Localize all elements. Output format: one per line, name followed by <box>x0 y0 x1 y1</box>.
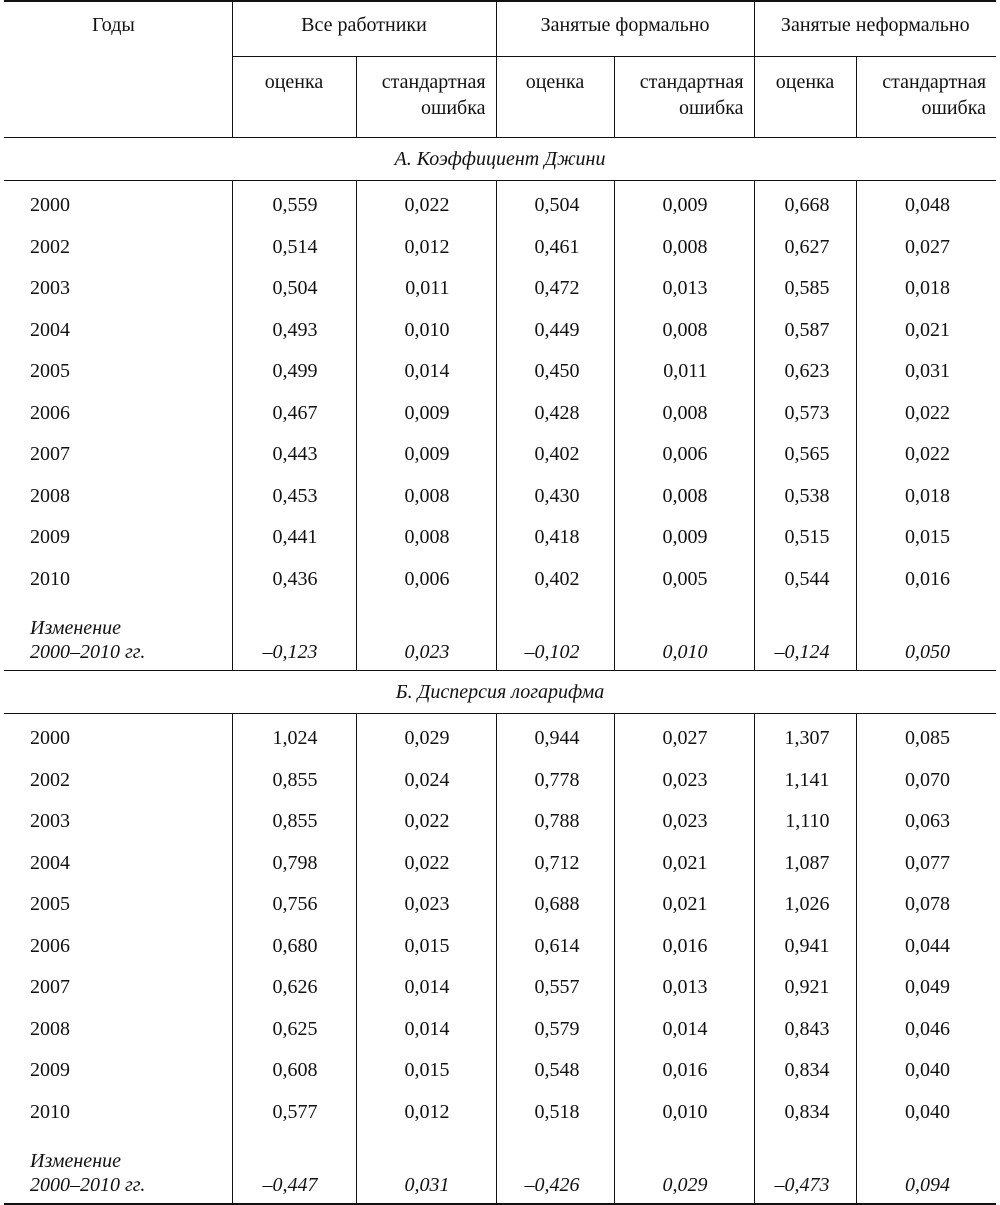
formal-estimate-cell: 0,778 <box>496 760 614 802</box>
all-std-error-cell: 0,022 <box>356 801 496 843</box>
group-header-all-workers: Все работники <box>232 1 496 57</box>
inequality-table <box>4 0 996 1205</box>
all-std-error-cell: 0,024 <box>356 760 496 802</box>
all-estimate-cell: 0,499 <box>232 351 356 393</box>
table-row <box>4 843 996 885</box>
formal-estimate-cell: 0,472 <box>496 268 614 310</box>
change-label-line2: 2000–2010 гг. <box>30 1174 146 1196</box>
std-error-header-line2: ошибка <box>678 97 744 119</box>
change-informal-std-error-cell: 0,050 <box>905 641 951 663</box>
formal-std-error-cell: 0,027 <box>614 714 754 760</box>
change-all-estimate-cell: –0,123 <box>232 600 356 671</box>
formal-estimate-cell: 0,579 <box>496 1009 614 1051</box>
change-formal-estimate-cell: –0,426 <box>496 1133 614 1204</box>
table-body <box>4 138 996 1205</box>
all-estimate-cell: 0,577 <box>232 1092 356 1134</box>
informal-std-error-cell: 0,046 <box>905 1017 951 1040</box>
informal-std-error-cell: 0,040 <box>905 1100 951 1123</box>
informal-estimate-cell: 1,087 <box>754 843 856 885</box>
table-row <box>4 559 996 601</box>
group-header-informal: Занятые неформально <box>754 1 996 57</box>
all-estimate-cell: 1,024 <box>232 714 356 760</box>
years-header: Годы <box>4 1 232 138</box>
formal-estimate-cell: 0,518 <box>496 1092 614 1134</box>
table-row <box>4 393 996 435</box>
year-cell: 2005 <box>4 351 232 393</box>
all-std-error-cell: 0,008 <box>356 517 496 559</box>
informal-estimate-cell: 0,834 <box>754 1092 856 1134</box>
year-cell: 2005 <box>4 884 232 926</box>
all-estimate-cell: 0,453 <box>232 476 356 518</box>
all-std-error-cell: 0,010 <box>356 310 496 352</box>
change-all-std-error-cell: 0,023 <box>356 600 496 671</box>
informal-estimate-cell: 1,141 <box>754 760 856 802</box>
informal-estimate-cell: 1,110 <box>754 801 856 843</box>
formal-estimate-cell: 0,504 <box>496 181 614 227</box>
table-row <box>4 268 996 310</box>
informal-std-error-cell: 0,021 <box>905 318 951 341</box>
formal-estimate-cell: 0,712 <box>496 843 614 885</box>
informal-std-error-cell: 0,018 <box>905 484 951 507</box>
informal-estimate-cell: 0,623 <box>754 351 856 393</box>
all-std-error-cell: 0,015 <box>356 1050 496 1092</box>
informal-estimate-cell: 0,585 <box>754 268 856 310</box>
change-formal-std-error-cell: 0,010 <box>614 600 754 671</box>
section-title: А. Коэффициент Джини <box>4 138 996 181</box>
formal-estimate-cell: 0,402 <box>496 434 614 476</box>
std-error-header-line1: стандартная <box>639 71 744 93</box>
formal-estimate-cell: 0,428 <box>496 393 614 435</box>
table-row <box>4 517 996 559</box>
all-estimate-cell: 0,467 <box>232 393 356 435</box>
formal-std-error-cell: 0,005 <box>614 559 754 601</box>
change-informal-estimate-cell: –0,124 <box>754 600 856 671</box>
all-estimate-cell: 0,493 <box>232 310 356 352</box>
all-estimate-cell: 0,559 <box>232 181 356 227</box>
formal-std-error-cell: 0,010 <box>614 1092 754 1134</box>
year-cell: 2009 <box>4 1050 232 1092</box>
formal-estimate-cell: 0,557 <box>496 967 614 1009</box>
table-row <box>4 1050 996 1092</box>
std-error-header-line2: ошибка <box>921 97 987 119</box>
all-std-error-cell: 0,015 <box>356 926 496 968</box>
formal-std-error-cell: 0,023 <box>614 801 754 843</box>
table-row <box>4 434 996 476</box>
std-error-header <box>356 57 496 138</box>
informal-std-error-cell: 0,078 <box>905 893 951 916</box>
year-cell: 2004 <box>4 843 232 885</box>
year-cell: 2010 <box>4 1092 232 1134</box>
table-row <box>4 884 996 926</box>
all-std-error-cell: 0,009 <box>356 393 496 435</box>
all-std-error-cell: 0,014 <box>356 1009 496 1051</box>
informal-estimate-cell: 0,538 <box>754 476 856 518</box>
formal-std-error-cell: 0,009 <box>614 517 754 559</box>
informal-estimate-cell: 0,941 <box>754 926 856 968</box>
informal-std-error-cell: 0,027 <box>905 235 951 258</box>
all-std-error-cell: 0,022 <box>356 181 496 227</box>
informal-estimate-cell: 0,587 <box>754 310 856 352</box>
change-label-line2: 2000–2010 гг. <box>30 641 146 663</box>
formal-estimate-cell: 0,450 <box>496 351 614 393</box>
change-informal-estimate-cell: –0,473 <box>754 1133 856 1204</box>
year-cell: 2002 <box>4 227 232 269</box>
formal-estimate-cell: 0,430 <box>496 476 614 518</box>
change-label <box>4 1133 232 1204</box>
informal-estimate-cell: 0,921 <box>754 967 856 1009</box>
table-row <box>4 801 996 843</box>
year-cell: 2008 <box>4 1009 232 1051</box>
table-row <box>4 351 996 393</box>
all-estimate-cell: 0,443 <box>232 434 356 476</box>
informal-std-error-cell: 0,085 <box>905 727 951 750</box>
informal-std-error-cell: 0,022 <box>905 401 951 424</box>
formal-estimate-cell: 0,402 <box>496 559 614 601</box>
all-std-error-cell: 0,009 <box>356 434 496 476</box>
formal-std-error-cell: 0,009 <box>614 181 754 227</box>
all-estimate-cell: 0,798 <box>232 843 356 885</box>
change-label-line1: Изменение <box>30 617 121 639</box>
all-std-error-cell: 0,012 <box>356 1092 496 1134</box>
all-std-error-cell: 0,011 <box>356 268 496 310</box>
informal-estimate-cell: 0,668 <box>754 181 856 227</box>
informal-std-error-cell: 0,031 <box>905 360 951 383</box>
informal-std-error-cell: 0,063 <box>905 810 951 833</box>
formal-std-error-cell: 0,021 <box>614 884 754 926</box>
table-row <box>4 760 996 802</box>
informal-std-error-cell: 0,049 <box>905 976 951 999</box>
informal-std-error-cell: 0,044 <box>905 934 951 957</box>
year-cell: 2007 <box>4 434 232 476</box>
table-row <box>4 1009 996 1051</box>
year-cell: 2010 <box>4 559 232 601</box>
formal-std-error-cell: 0,021 <box>614 843 754 885</box>
table-row <box>4 227 996 269</box>
formal-std-error-cell: 0,013 <box>614 967 754 1009</box>
all-std-error-cell: 0,022 <box>356 843 496 885</box>
year-cell: 2006 <box>4 393 232 435</box>
all-estimate-cell: 0,625 <box>232 1009 356 1051</box>
informal-std-error-cell: 0,018 <box>905 277 951 300</box>
change-label-line1: Изменение <box>30 1150 121 1172</box>
all-std-error-cell: 0,014 <box>356 351 496 393</box>
all-estimate-cell: 0,504 <box>232 268 356 310</box>
all-estimate-cell: 0,855 <box>232 801 356 843</box>
change-label <box>4 600 232 671</box>
informal-std-error-cell: 0,048 <box>905 194 951 217</box>
table-row <box>4 1092 996 1134</box>
change-row <box>4 600 996 671</box>
formal-std-error-cell: 0,014 <box>614 1009 754 1051</box>
formal-std-error-cell: 0,008 <box>614 310 754 352</box>
group-header-formal: Занятые формально <box>496 1 754 57</box>
year-cell: 2000 <box>4 181 232 227</box>
formal-estimate-cell: 0,548 <box>496 1050 614 1092</box>
std-error-header-line1: стандартная <box>381 71 486 93</box>
formal-std-error-cell: 0,008 <box>614 476 754 518</box>
formal-std-error-cell: 0,016 <box>614 926 754 968</box>
informal-estimate-cell: 1,026 <box>754 884 856 926</box>
all-std-error-cell: 0,006 <box>356 559 496 601</box>
informal-estimate-cell: 0,565 <box>754 434 856 476</box>
all-std-error-cell: 0,023 <box>356 884 496 926</box>
table-row <box>4 181 996 227</box>
section-title-row <box>4 138 996 181</box>
formal-estimate-cell: 0,461 <box>496 227 614 269</box>
all-std-error-cell: 0,012 <box>356 227 496 269</box>
formal-estimate-cell: 0,418 <box>496 517 614 559</box>
year-cell: 2009 <box>4 517 232 559</box>
change-row <box>4 1133 996 1204</box>
year-cell: 2000 <box>4 714 232 760</box>
table-row <box>4 310 996 352</box>
informal-estimate-cell: 0,627 <box>754 227 856 269</box>
estimate-header: оценка <box>754 57 856 138</box>
formal-estimate-cell: 0,614 <box>496 926 614 968</box>
change-all-estimate-cell: –0,447 <box>232 1133 356 1204</box>
year-cell: 2007 <box>4 967 232 1009</box>
year-cell: 2003 <box>4 801 232 843</box>
year-cell: 2004 <box>4 310 232 352</box>
year-cell: 2008 <box>4 476 232 518</box>
formal-std-error-cell: 0,008 <box>614 227 754 269</box>
all-estimate-cell: 0,855 <box>232 760 356 802</box>
informal-estimate-cell: 0,834 <box>754 1050 856 1092</box>
table-row <box>4 926 996 968</box>
formal-estimate-cell: 0,944 <box>496 714 614 760</box>
all-estimate-cell: 0,514 <box>232 227 356 269</box>
formal-std-error-cell: 0,016 <box>614 1050 754 1092</box>
table-row <box>4 967 996 1009</box>
section-title: Б. Дисперсия логарифма <box>4 671 996 714</box>
informal-estimate-cell: 0,515 <box>754 517 856 559</box>
all-std-error-cell: 0,008 <box>356 476 496 518</box>
informal-estimate-cell: 0,573 <box>754 393 856 435</box>
informal-std-error-cell: 0,022 <box>905 443 951 466</box>
informal-estimate-cell: 1,307 <box>754 714 856 760</box>
year-cell: 2003 <box>4 268 232 310</box>
std-error-header-line1: стандартная <box>882 71 987 93</box>
section-title-row <box>4 671 996 714</box>
year-cell: 2006 <box>4 926 232 968</box>
formal-std-error-cell: 0,006 <box>614 434 754 476</box>
change-formal-estimate-cell: –0,102 <box>496 600 614 671</box>
all-estimate-cell: 0,626 <box>232 967 356 1009</box>
all-estimate-cell: 0,441 <box>232 517 356 559</box>
formal-std-error-cell: 0,011 <box>614 351 754 393</box>
informal-estimate-cell: 0,544 <box>754 559 856 601</box>
header-row-groups <box>4 1 996 57</box>
std-error-header <box>614 57 754 138</box>
estimate-header: оценка <box>232 57 356 138</box>
informal-std-error-cell: 0,015 <box>905 526 951 549</box>
all-std-error-cell: 0,014 <box>356 967 496 1009</box>
formal-estimate-cell: 0,449 <box>496 310 614 352</box>
all-std-error-cell: 0,029 <box>356 714 496 760</box>
all-estimate-cell: 0,608 <box>232 1050 356 1092</box>
std-error-header-line2: ошибка <box>420 97 486 119</box>
all-estimate-cell: 0,436 <box>232 559 356 601</box>
informal-std-error-cell: 0,070 <box>905 768 951 791</box>
informal-estimate-cell: 0,843 <box>754 1009 856 1051</box>
informal-std-error-cell: 0,016 <box>905 567 951 590</box>
formal-std-error-cell: 0,023 <box>614 760 754 802</box>
change-formal-std-error-cell: 0,029 <box>614 1133 754 1204</box>
formal-std-error-cell: 0,013 <box>614 268 754 310</box>
std-error-header <box>856 57 996 138</box>
year-cell: 2002 <box>4 760 232 802</box>
formal-estimate-cell: 0,788 <box>496 801 614 843</box>
all-estimate-cell: 0,680 <box>232 926 356 968</box>
estimate-header: оценка <box>496 57 614 138</box>
informal-std-error-cell: 0,077 <box>905 851 951 874</box>
formal-estimate-cell: 0,688 <box>496 884 614 926</box>
change-all-std-error-cell: 0,031 <box>356 1133 496 1204</box>
all-estimate-cell: 0,756 <box>232 884 356 926</box>
formal-std-error-cell: 0,008 <box>614 393 754 435</box>
change-informal-std-error-cell: 0,094 <box>856 1133 996 1204</box>
table-row <box>4 476 996 518</box>
informal-std-error-cell: 0,040 <box>905 1059 951 1082</box>
table-row <box>4 714 996 760</box>
